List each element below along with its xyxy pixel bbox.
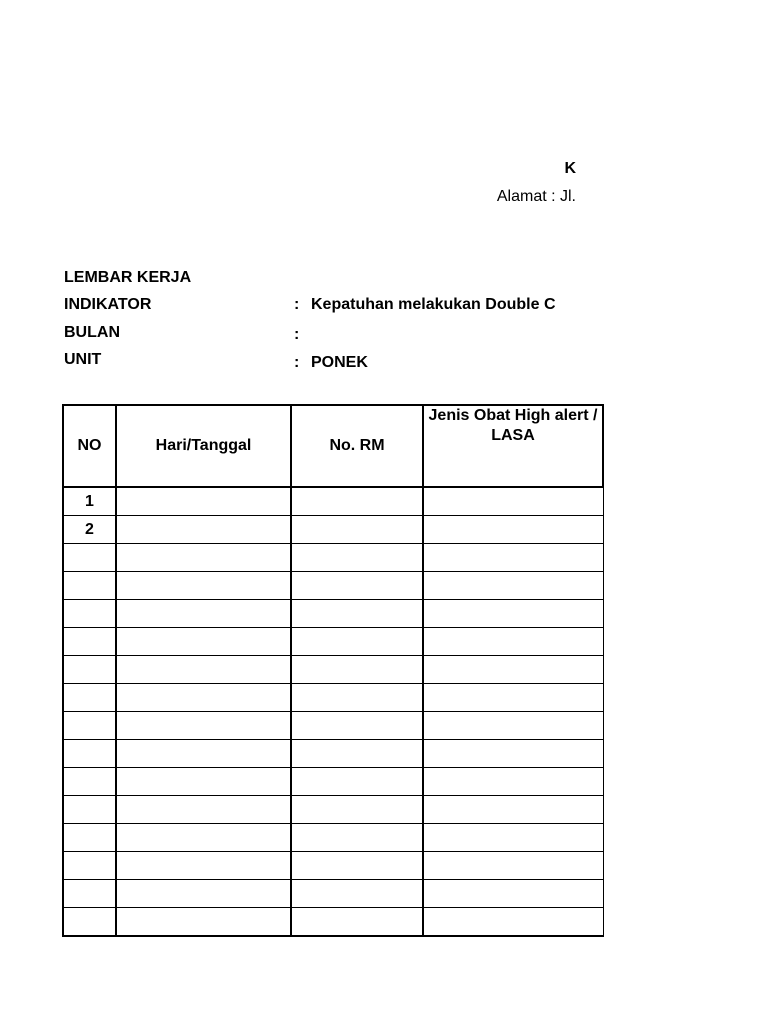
column-header-no: NO [63,405,116,487]
cell-no [63,740,116,768]
cell-rm[interactable] [291,544,423,572]
cell-no: 1 [63,487,116,516]
cell-rm[interactable] [291,628,423,656]
cell-no [63,796,116,824]
table-row [63,544,603,572]
cell-no [63,908,116,937]
cell-rm[interactable] [291,487,423,516]
cell-date[interactable] [116,908,291,937]
cell-rm[interactable] [291,712,423,740]
cell-no [63,572,116,600]
worksheet-table [62,404,604,937]
cell-rm[interactable] [291,768,423,796]
column-header-drug-type: Jenis Obat High alert / LASA [423,405,603,487]
cell-date[interactable] [116,516,291,544]
cell-date[interactable] [116,796,291,824]
cell-no [63,600,116,628]
month-label: BULAN [64,324,120,341]
table-row [63,712,603,740]
cell-drug-type[interactable] [423,796,603,824]
table-row [63,796,603,824]
cell-drug-type[interactable] [423,852,603,880]
table-row [63,684,603,712]
table-row [63,768,603,796]
indicator-value: Kepatuhan melakukan Double C [311,296,556,313]
cell-date[interactable] [116,628,291,656]
cell-no [63,712,116,740]
cell-drug-type[interactable] [423,656,603,684]
table-row [63,572,603,600]
table-header-row [63,405,603,487]
cell-date[interactable] [116,684,291,712]
cell-rm[interactable] [291,600,423,628]
table-row [63,908,603,937]
cell-rm[interactable] [291,908,423,937]
cell-drug-type[interactable] [423,487,603,516]
cell-drug-type[interactable] [423,740,603,768]
document-address: Alamat : Jl. [496,188,576,205]
cell-no [63,824,116,852]
cell-date[interactable] [116,487,291,516]
unit-separator: : [294,354,300,371]
table-body [63,487,603,936]
table-row [63,824,603,852]
table-row [63,740,603,768]
cell-drug-type[interactable] [423,516,603,544]
indicator-separator: : [294,296,300,313]
cell-no [63,544,116,572]
cell-rm[interactable] [291,656,423,684]
cell-date[interactable] [116,544,291,572]
cell-date[interactable] [116,572,291,600]
cell-no [63,852,116,880]
cell-no [63,656,116,684]
cell-drug-type[interactable] [423,684,603,712]
cell-drug-type[interactable] [423,572,603,600]
cell-drug-type[interactable] [423,880,603,908]
cell-no [63,684,116,712]
column-header-rm: No. RM [291,405,423,487]
cell-date[interactable] [116,880,291,908]
table-row [63,600,603,628]
cell-drug-type[interactable] [423,600,603,628]
cell-date[interactable] [116,656,291,684]
table-row [63,487,603,516]
table-row [63,516,603,544]
cell-rm[interactable] [291,796,423,824]
cell-drug-type[interactable] [423,908,603,937]
table-row [63,852,603,880]
table-row [63,656,603,684]
month-separator: : [294,326,300,343]
cell-rm[interactable] [291,740,423,768]
worksheet-label: LEMBAR KERJA [64,269,192,286]
indicator-label: INDIKATOR [64,296,152,313]
cell-drug-type[interactable] [423,712,603,740]
unit-value: PONEK [311,354,368,371]
cell-date[interactable] [116,712,291,740]
cell-date[interactable] [116,740,291,768]
cell-rm[interactable] [291,824,423,852]
cell-drug-type[interactable] [423,628,603,656]
table-row [63,880,603,908]
document-title: K [564,160,576,177]
table-row [63,628,603,656]
cell-rm[interactable] [291,684,423,712]
cell-date[interactable] [116,824,291,852]
cell-date[interactable] [116,852,291,880]
cell-no: 2 [63,516,116,544]
cell-rm[interactable] [291,572,423,600]
unit-label: UNIT [64,351,102,368]
cell-date[interactable] [116,600,291,628]
cell-no [63,768,116,796]
cell-rm[interactable] [291,852,423,880]
cell-drug-type[interactable] [423,824,603,852]
cell-no [63,628,116,656]
cell-drug-type[interactable] [423,768,603,796]
cell-rm[interactable] [291,880,423,908]
cell-rm[interactable] [291,516,423,544]
column-header-date: Hari/Tanggal [116,405,291,487]
cell-date[interactable] [116,768,291,796]
cell-drug-type[interactable] [423,544,603,572]
cell-no [63,880,116,908]
